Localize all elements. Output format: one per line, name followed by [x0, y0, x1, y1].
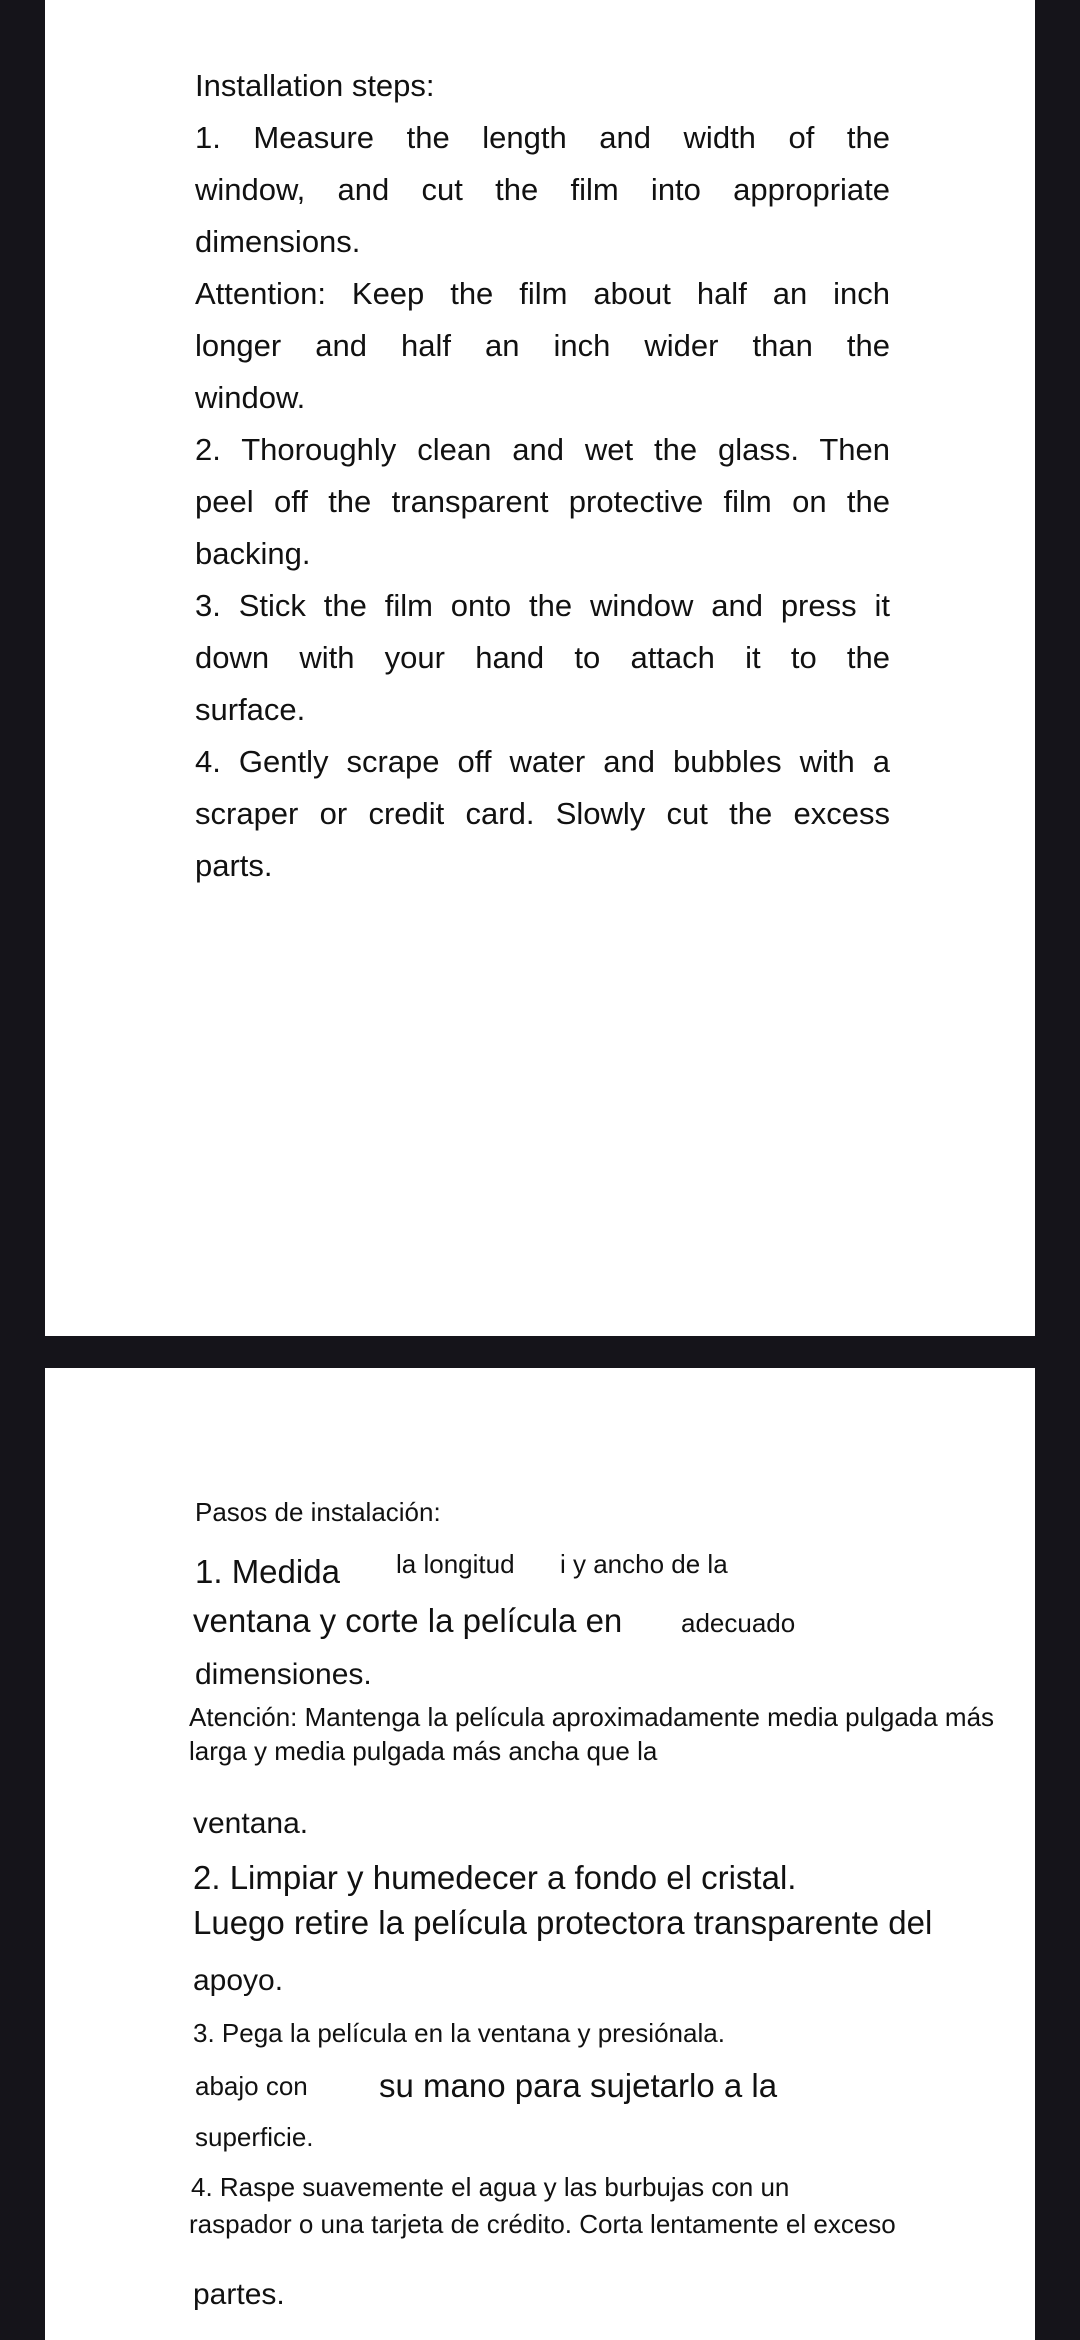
text-line: scraper or credit card. Slowly cut the excess [195, 796, 890, 831]
text-line: down with your hand to attach it to the [195, 640, 890, 675]
english-instructions-panel [45, 0, 1035, 1336]
english-heading: Installation steps: [195, 68, 435, 103]
text-line: apoyo. [193, 1964, 284, 1997]
text-line: backing. [195, 536, 311, 571]
text-line: adecuado [681, 1608, 796, 1638]
text-line: 3. Stick the film onto the window and press it [195, 588, 890, 623]
text-line: parts. [195, 848, 273, 883]
text-line: larga y media pulgada más ancha que la [189, 1736, 658, 1766]
text-line: abajo con [195, 2071, 308, 2101]
text-line: ventana. [193, 1807, 309, 1840]
text-line: partes. [193, 2278, 285, 2311]
spanish-heading: Pasos de instalación: [195, 1497, 441, 1527]
text-line: Luego retire la película protectora transparente del [193, 1904, 933, 1941]
text-line: superficie. [195, 2122, 314, 2152]
text-line: dimensions. [195, 224, 361, 259]
text-line: la longitud [396, 1549, 515, 1579]
spanish-instructions-panel [45, 1368, 1035, 2340]
text-line: longer and half an inch wider than the [195, 328, 890, 363]
text-line: i y ancho de la [560, 1549, 728, 1579]
text-line: peel off the transparent protective film on the [195, 484, 890, 519]
text-line: su mano para sujetarlo a la [379, 2067, 778, 2104]
text-line: 1. Measure the length and width of the [195, 120, 890, 155]
text-line: 4. Raspe suavemente el agua y las burbujas con un [191, 2172, 790, 2202]
text-line: 2. Limpiar y humedecer a fondo el cristal. [193, 1859, 797, 1896]
text-line: window. [195, 380, 306, 415]
text-line: surface. [195, 692, 306, 727]
text-line: Attention: Keep the film about half an inch [195, 276, 890, 311]
text-line: ventana y corte la película en [193, 1602, 623, 1639]
text-line: 2. Thoroughly clean and wet the glass. Then [195, 432, 890, 467]
text-line: raspador o una tarjeta de crédito. Corta lentamente el exceso [189, 2209, 896, 2239]
text-line: dimensiones. [195, 1658, 372, 1691]
text-line: 3. Pega la película en la ventana y presiónala. [193, 2018, 725, 2048]
text-line: Atención: Mantenga la película aproximadamente media pulgada más [189, 1702, 995, 1732]
text-line: window, and cut the film into appropriate [195, 172, 890, 207]
text-line: 4. Gently scrape off water and bubbles with a [195, 744, 890, 779]
text-line: 1. Medida [195, 1553, 340, 1590]
